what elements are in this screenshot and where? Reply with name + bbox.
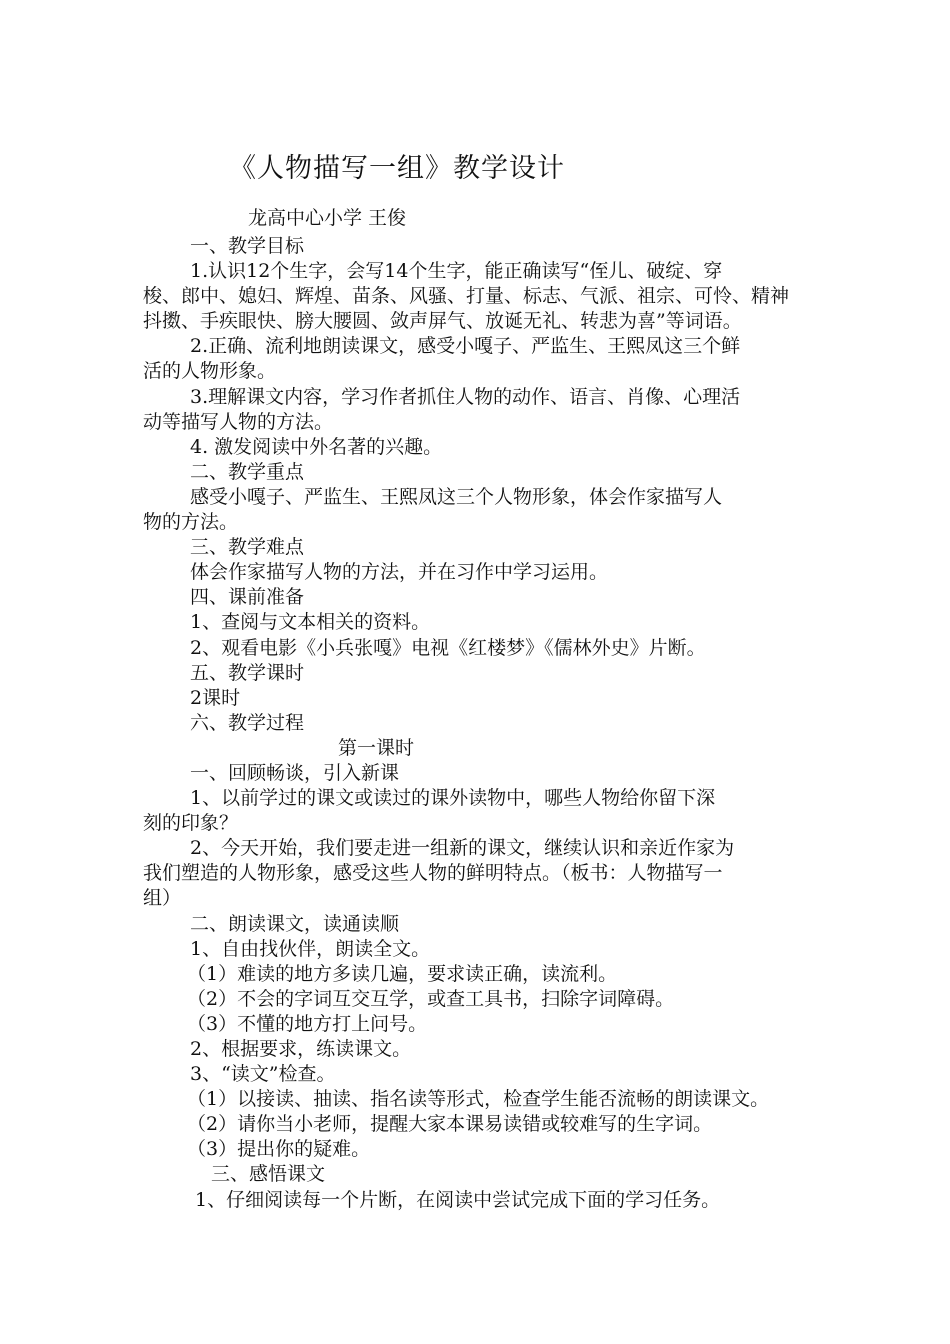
document-body xyxy=(143,234,819,1213)
paragraph-line: 2、今天开始，我们要走进一组新的课文，继续认识和亲近作家为 xyxy=(190,837,735,860)
list-item: （2）不会的字词互交互学，或查工具书，扫除字词障碍。 xyxy=(187,987,675,1010)
paragraph-line: 2.正确、流利地朗读课文，感受小嘎子、严监生、王熙凤这三个鲜 xyxy=(190,335,741,358)
paragraph-line: 1、查阅与文本相关的资料。 xyxy=(190,611,431,634)
paragraph-line: 1、自由找伙伴，朗读全文。 xyxy=(190,937,431,960)
paragraph-line: 1、以前学过的课文或读过的课外读物中，哪些人物给你留下深 xyxy=(190,787,716,810)
section-heading-key-points: 二、教学重点 xyxy=(190,460,305,483)
lesson-heading: 第一课时 xyxy=(338,736,415,759)
paragraph-line: 2、观看电影《小兵张嘎》电视《红楼梦》《儒林外史》片断。 xyxy=(190,636,706,659)
list-item: （3）不懂的地方打上问号。 xyxy=(187,1012,428,1035)
paragraph-line: 活的人物形象。 xyxy=(143,360,277,383)
paragraph-line: 2课时 xyxy=(190,686,241,709)
paragraph-line: 3、“读文”检查。 xyxy=(190,1063,336,1086)
list-item: （3）提出你的疑难。 xyxy=(187,1138,371,1161)
paragraph-line: 2、根据要求，练读课文。 xyxy=(190,1038,412,1060)
paragraph-line: 组） xyxy=(143,887,182,910)
document-author: 龙高中心小学 王俊 xyxy=(248,207,407,229)
paragraph-line: 刻的印象？ xyxy=(143,812,239,835)
paragraph-line: 动等描写人物的方法。 xyxy=(143,410,334,433)
paragraph-line: 梭、郎中、媳妇、辉煌、苗条、风骚、打量、标志、气派、祖宗、可怜、精神 xyxy=(143,285,790,308)
paragraph-line: 物的方法。 xyxy=(143,511,239,534)
paragraph-line: 4. 激发阅读中外名著的兴趣。 xyxy=(190,435,443,458)
subsection-heading: 二、朗读课文，读通读顺 xyxy=(190,912,400,935)
subsection-heading: 三、感悟课文 xyxy=(211,1163,326,1186)
list-item: （1）难读的地方多读几遍，要求读正确，读流利。 xyxy=(187,962,618,985)
paragraph-line: 1、仔细阅读每一个片断，在阅读中尝试完成下面的学习任务。 xyxy=(195,1188,721,1211)
document-title: 《人物描写一组》教学设计 xyxy=(229,153,565,184)
section-heading-preparation: 四、课前准备 xyxy=(190,586,305,609)
section-heading-difficulties: 三、教学难点 xyxy=(190,536,305,559)
paragraph-line: 感受小嘎子、严监生、王熙凤这三个人物形象，体会作家描写人 xyxy=(190,485,723,508)
section-heading-periods: 五、教学课时 xyxy=(190,661,305,684)
section-heading-goals: 一、教学目标 xyxy=(190,235,305,257)
paragraph-line: 3.理解课文内容，学习作者抓住人物的动作、语言、肖像、心理活 xyxy=(190,385,741,408)
paragraph-line: 抖擞、手疾眼快、膀大腰圆、敛声屏气、放诞无礼、转悲为喜”等词语。 xyxy=(143,310,742,333)
section-heading-process: 六、教学过程 xyxy=(190,711,305,734)
paragraph-line: 我们塑造的人物形象，感受这些人物的鲜明特点。（板书：人物描写一 xyxy=(143,862,723,885)
paragraph-line: 体会作家描写人物的方法，并在习作中学习运用。 xyxy=(190,561,609,584)
list-item: （1）以接读、抽读、指名读等形式，检查学生能否流畅的朗读课文。 xyxy=(187,1088,770,1111)
subsection-heading: 一、回顾畅谈，引入新课 xyxy=(190,761,400,784)
list-item: （2）请你当小老师，提醒大家本课易读错或较难写的生字词。 xyxy=(187,1113,713,1136)
paragraph-line: 1.认识12个生字，会写14个生字，能正确读写“侄儿、破绽、穿 xyxy=(190,260,723,283)
